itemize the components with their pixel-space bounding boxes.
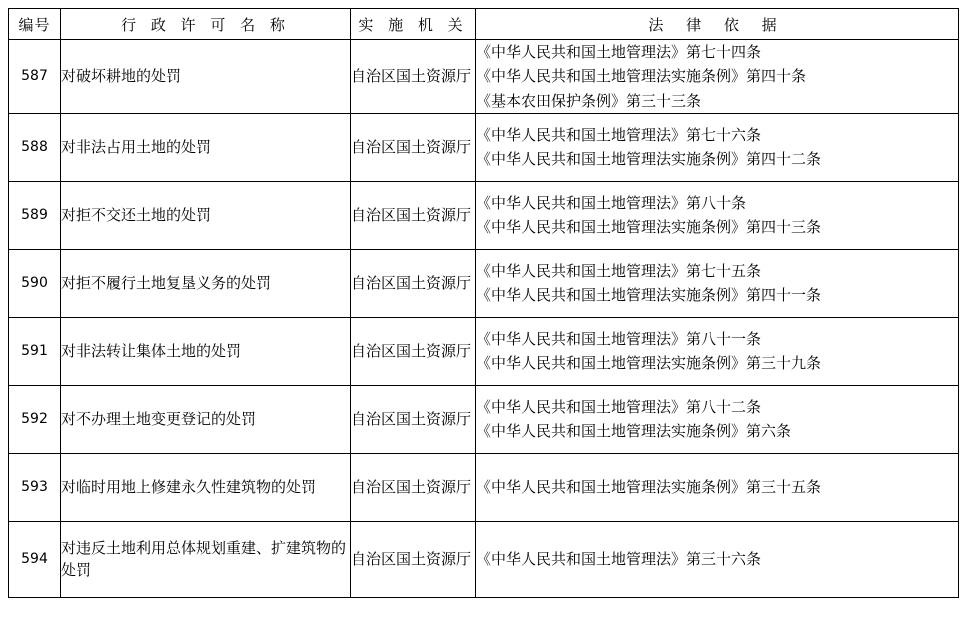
legal-basis-line: 《中华人民共和国土地管理法》第八十条 bbox=[476, 194, 747, 213]
table-row bbox=[9, 385, 959, 453]
row-permit-name: 对破坏耕地的处罚 bbox=[61, 40, 351, 114]
row-organization: 自治区国土资源厅 bbox=[351, 453, 476, 521]
row-permit-name: 对临时用地上修建永久性建筑物的处罚 bbox=[61, 453, 351, 521]
row-permit-name: 对违反土地利用总体规划重建、扩建筑物的处罚 bbox=[61, 521, 351, 597]
row-organization: 自治区国土资源厅 bbox=[351, 113, 476, 181]
legal-basis-line: 《中华人民共和国土地管理法实施条例》第三十五条 bbox=[476, 478, 822, 497]
row-id: 588 bbox=[9, 113, 61, 181]
table-row bbox=[9, 453, 959, 521]
row-organization: 自治区国土资源厅 bbox=[351, 181, 476, 249]
administrative-permit-table bbox=[8, 8, 959, 598]
legal-basis-line: 《中华人民共和国土地管理法实施条例》第六条 bbox=[476, 422, 792, 441]
legal-basis-line: 《中华人民共和国土地管理法实施条例》第四十条 bbox=[476, 67, 807, 86]
row-id: 590 bbox=[9, 249, 61, 317]
table-row bbox=[9, 40, 959, 114]
row-permit-name: 对拒不交还土地的处罚 bbox=[61, 181, 351, 249]
table-row bbox=[9, 249, 959, 317]
legal-basis-line: 《中华人民共和国土地管理法》第八十二条 bbox=[476, 398, 762, 417]
table-row bbox=[9, 317, 959, 385]
row-id: 591 bbox=[9, 317, 61, 385]
legal-basis-line: 《中华人民共和国土地管理法》第三十六条 bbox=[476, 550, 762, 569]
table-header bbox=[9, 9, 959, 40]
row-legal-basis bbox=[476, 40, 959, 114]
row-permit-name: 对非法转让集体土地的处罚 bbox=[61, 317, 351, 385]
legal-basis-line: 《中华人民共和国土地管理法实施条例》第四十一条 bbox=[476, 286, 822, 305]
row-permit-name: 对不办理土地变更登记的处罚 bbox=[61, 385, 351, 453]
table-row bbox=[9, 521, 959, 597]
row-organization: 自治区国土资源厅 bbox=[351, 521, 476, 597]
row-organization: 自治区国土资源厅 bbox=[351, 385, 476, 453]
row-id: 587 bbox=[9, 40, 61, 114]
row-legal-basis bbox=[476, 521, 959, 597]
legal-basis-line: 《中华人民共和国土地管理法》第七十五条 bbox=[476, 262, 762, 281]
row-organization: 自治区国土资源厅 bbox=[351, 317, 476, 385]
row-legal-basis bbox=[476, 113, 959, 181]
table-body bbox=[9, 40, 959, 598]
row-legal-basis bbox=[476, 181, 959, 249]
row-id: 592 bbox=[9, 385, 61, 453]
legal-basis-line: 《中华人民共和国土地管理法实施条例》第四十二条 bbox=[476, 150, 822, 169]
legal-basis-line: 《基本农田保护条例》第三十三条 bbox=[476, 91, 702, 110]
legal-basis-line: 《中华人民共和国土地管理法》第八十一条 bbox=[476, 330, 762, 349]
legal-basis-line: 《中华人民共和国土地管理法》第七十四条 bbox=[476, 43, 762, 61]
row-legal-basis bbox=[476, 453, 959, 521]
legal-basis-line: 《中华人民共和国土地管理法实施条例》第三十九条 bbox=[476, 354, 822, 373]
row-id: 594 bbox=[9, 521, 61, 597]
row-legal-basis bbox=[476, 317, 959, 385]
column-header-basis: 法 律 依 据 bbox=[476, 9, 959, 40]
row-permit-name: 对拒不履行土地复垦义务的处罚 bbox=[61, 249, 351, 317]
row-id: 593 bbox=[9, 453, 61, 521]
table-row bbox=[9, 113, 959, 181]
row-id: 589 bbox=[9, 181, 61, 249]
column-header-name: 行 政 许 可 名 称 bbox=[61, 9, 351, 40]
table-row bbox=[9, 181, 959, 249]
legal-basis-line: 《中华人民共和国土地管理法实施条例》第四十三条 bbox=[476, 218, 822, 237]
row-legal-basis bbox=[476, 249, 959, 317]
column-header-id: 编号 bbox=[9, 9, 61, 40]
column-header-org: 实 施 机 关 bbox=[351, 9, 476, 40]
row-organization: 自治区国土资源厅 bbox=[351, 249, 476, 317]
table-header-row bbox=[9, 9, 959, 40]
legal-basis-line: 《中华人民共和国土地管理法》第七十六条 bbox=[476, 126, 762, 145]
row-organization: 自治区国土资源厅 bbox=[351, 40, 476, 114]
row-permit-name: 对非法占用土地的处罚 bbox=[61, 113, 351, 181]
row-legal-basis bbox=[476, 385, 959, 453]
